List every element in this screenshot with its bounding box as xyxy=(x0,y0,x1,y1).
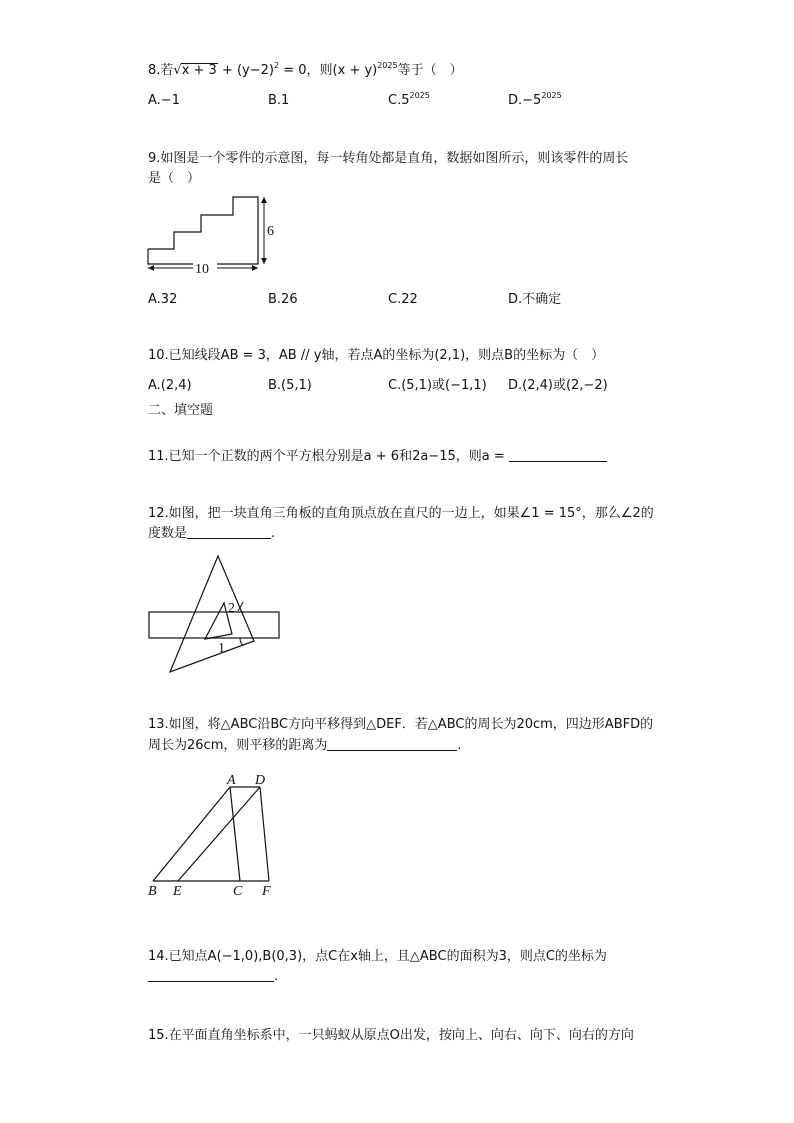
q12-line2-prefix: 度数是 xyxy=(148,526,188,541)
q13-answer-blank[interactable] xyxy=(327,737,457,751)
q13-line2-prefix: 周长为26cm，则平移的距离为 xyxy=(148,738,328,753)
q9-option-a[interactable]: A.32 xyxy=(148,292,178,307)
question-9-line-1: 9.如图是一个零件的示意图，每一转角处都是直角，数据如图所示，则该零件的周长 xyxy=(148,151,629,166)
q8-exp2: 2 xyxy=(274,61,280,70)
ruler xyxy=(149,612,279,638)
q8-option-d-exp: 2025 xyxy=(541,91,562,100)
sqrt-sign: √ xyxy=(173,63,182,78)
q13-line2-suffix: . xyxy=(457,738,462,753)
q8-mid: + (y−2) xyxy=(217,63,274,78)
q8-suffix: 等于（ ） xyxy=(397,63,463,78)
q10-option-a[interactable]: A.(2,4) xyxy=(148,378,192,393)
q8-option-d[interactable] xyxy=(508,92,562,110)
section-title-fill-in: 二、填空题 xyxy=(148,403,214,418)
q9-option-d[interactable]: D.不确定 xyxy=(508,292,562,307)
q14-line2-suffix: . xyxy=(274,969,279,984)
point-f-label: F xyxy=(262,884,271,899)
width-arrow-left xyxy=(148,265,154,271)
question-15: 15.在平面直角坐标系中，一只蚂蚁从原点O出发，按向上、向右、向下、向右的方向 xyxy=(148,1028,634,1043)
q12-answer-blank[interactable] xyxy=(187,525,271,539)
q8-option-d-base: D.−5 xyxy=(508,93,542,108)
segment-ac xyxy=(230,787,240,881)
segment-df xyxy=(260,787,269,881)
q10-option-d[interactable]: D.(2,4)或(2,−2) xyxy=(508,378,608,393)
question-14-line-2 xyxy=(148,968,278,986)
point-b-label: B xyxy=(148,884,157,899)
point-c-label: C xyxy=(233,884,243,899)
question-13-line-2 xyxy=(148,737,462,755)
q12-ruler-triangle-figure xyxy=(146,553,286,675)
question-9-line-2: 是（ ） xyxy=(148,171,201,186)
q8-prefix: 8.若 xyxy=(148,63,174,78)
angle-2-label: 2 xyxy=(228,601,235,616)
q12-line2-suffix: . xyxy=(271,526,276,541)
q8-exp2025: 2025 xyxy=(377,61,398,70)
point-d-label: D xyxy=(255,773,266,788)
angle-1-arc xyxy=(240,638,243,645)
width-label: 10 xyxy=(195,262,209,277)
q8-radicand: x + 3 xyxy=(181,63,217,78)
height-arrow-top xyxy=(261,197,267,203)
q9-option-c[interactable]: C.22 xyxy=(388,292,418,307)
point-a-label: A xyxy=(227,773,236,788)
question-14-line-1: 14.已知点A(−1,0),B(0,3)，点C在x轴上，且△ABC的面积为3，则点C的坐标为 xyxy=(148,949,607,964)
question-12-line-2 xyxy=(148,525,275,543)
question-11 xyxy=(148,448,607,466)
q8-option-b[interactable]: B.1 xyxy=(268,93,290,108)
angle-1-label: 1 xyxy=(218,641,225,656)
point-e-label: E xyxy=(173,884,182,899)
q10-option-c[interactable]: C.(5,1)或(−1,1) xyxy=(388,378,487,393)
width-arrow-right xyxy=(252,265,258,271)
q9-option-b[interactable]: B.26 xyxy=(268,292,298,307)
q8-option-c[interactable] xyxy=(388,92,430,110)
q8-option-c-exp: 2025 xyxy=(409,91,430,100)
q10-option-b[interactable]: B.(5,1) xyxy=(268,378,312,393)
height-arrow-bottom xyxy=(261,258,267,264)
q11-answer-blank[interactable] xyxy=(509,448,607,462)
outer-triangle xyxy=(170,556,254,672)
question-12-line-1: 12.如图，把一块直角三角板的直角顶点放在直尺的一边上，如果∠1 = 15°，那么∠2的 xyxy=(148,506,654,521)
q8-option-c-base: C.5 xyxy=(388,93,410,108)
question-10: 10.已知线段AB = 3，AB // y轴，若点A的坐标为(2,1)，则点B的坐标为（ ） xyxy=(148,348,605,363)
q13-translation-figure xyxy=(145,770,285,900)
q14-answer-blank[interactable] xyxy=(148,968,274,982)
q8-after: = 0，则(x + y) xyxy=(279,63,378,78)
staircase-outline xyxy=(148,197,258,264)
q9-staircase-figure xyxy=(145,193,275,277)
q8-option-a[interactable]: A.−1 xyxy=(148,93,180,108)
question-8 xyxy=(148,62,463,80)
question-13-line-1: 13.如图，将△ABC沿BC方向平移得到△DEF．若△ABC的周长为20cm，四边形ABFD的 xyxy=(148,717,654,732)
q11-text: 11.已知一个正数的两个平方根分别是a + 6和2a−15，则a = xyxy=(148,449,509,464)
height-label: 6 xyxy=(267,224,274,239)
